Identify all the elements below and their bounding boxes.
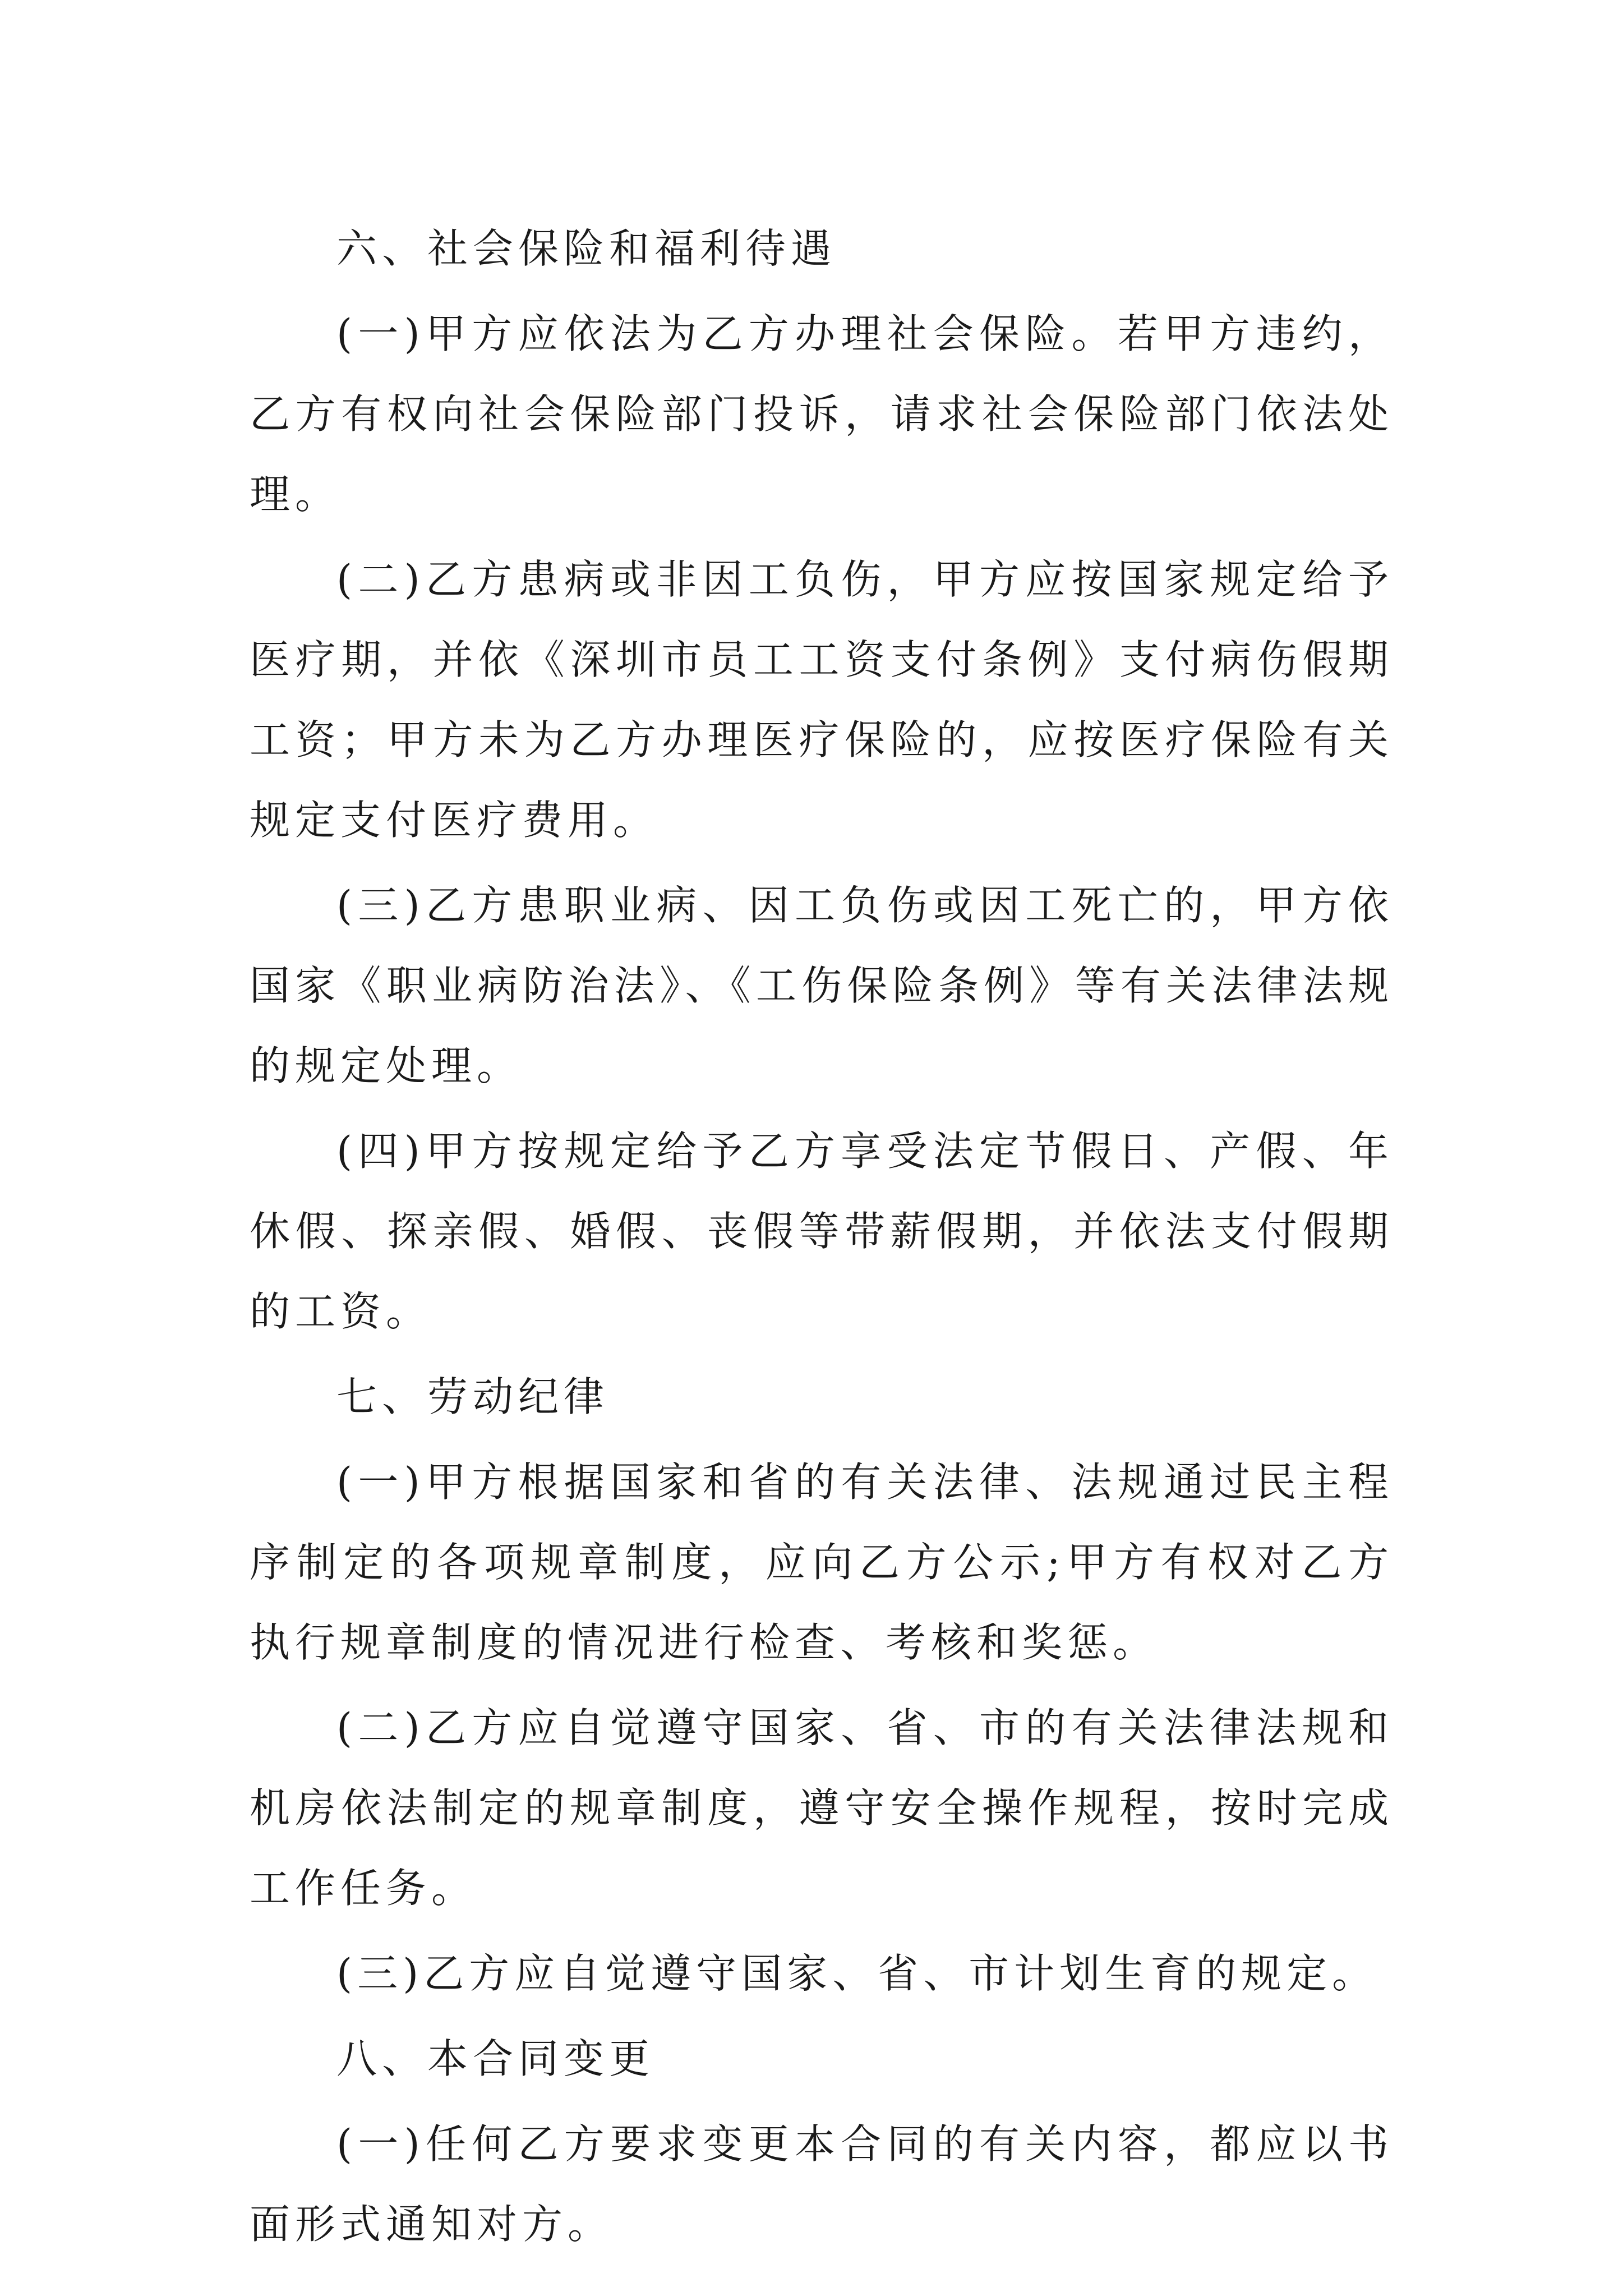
section-heading-labor-discipline: 七、劳动纪律: [336, 1373, 610, 1420]
paragraph: (二)乙方应自觉遵守国家、省、市的有关法律法规和机房依法制定的规章制度，遵守安全操作规程，按时完成工作任务。: [250, 1704, 1394, 1912]
paragraph: (四)甲方按规定给予乙方享受法定节假日、产假、年休假、探亲假、婚假、丧假等带薪假期，并依法支付假期的工资。: [250, 1128, 1394, 1335]
paragraph: (三)乙方患职业病、因工负伤或因工死亡的，甲方依国家《职业病防治法》、《工伤保险条例》等有关法律法规的规定处理。: [250, 882, 1394, 1089]
paragraph: (一)甲方应依法为乙方办理社会保险。若甲方违约，乙方有权向社会保险部门投诉，请求社会保险部门依法处理。: [250, 310, 1394, 518]
paragraph: (三)乙方应自觉遵守国家、省、市计划生育的规定。: [336, 1950, 1378, 1997]
paragraph: (一)任何乙方要求变更本合同的有关内容，都应以书面形式通知对方。: [250, 2120, 1394, 2248]
document-body: [250, 209, 1394, 2270]
paragraph: (二)乙方患病或非因工负伤，甲方应按国家规定给予医疗期，并依《深圳市员工工资支付条例》支付病伤假期工资；甲方未为乙方办理医疗保险的，应按医疗保险有关规定支付医疗费用。: [250, 556, 1394, 844]
section-heading-contract-change: 八、本合同变更: [336, 2035, 655, 2082]
section-heading-social-insurance: 六、社会保险和福利待遇: [336, 225, 837, 272]
paragraph: (一)甲方根据国家和省的有关法律、法规通过民主程序制定的各项规章制度，应向乙方公示;甲方有权对乙方执行规章制度的情况进行检查、考核和奖惩。: [250, 1458, 1394, 1666]
